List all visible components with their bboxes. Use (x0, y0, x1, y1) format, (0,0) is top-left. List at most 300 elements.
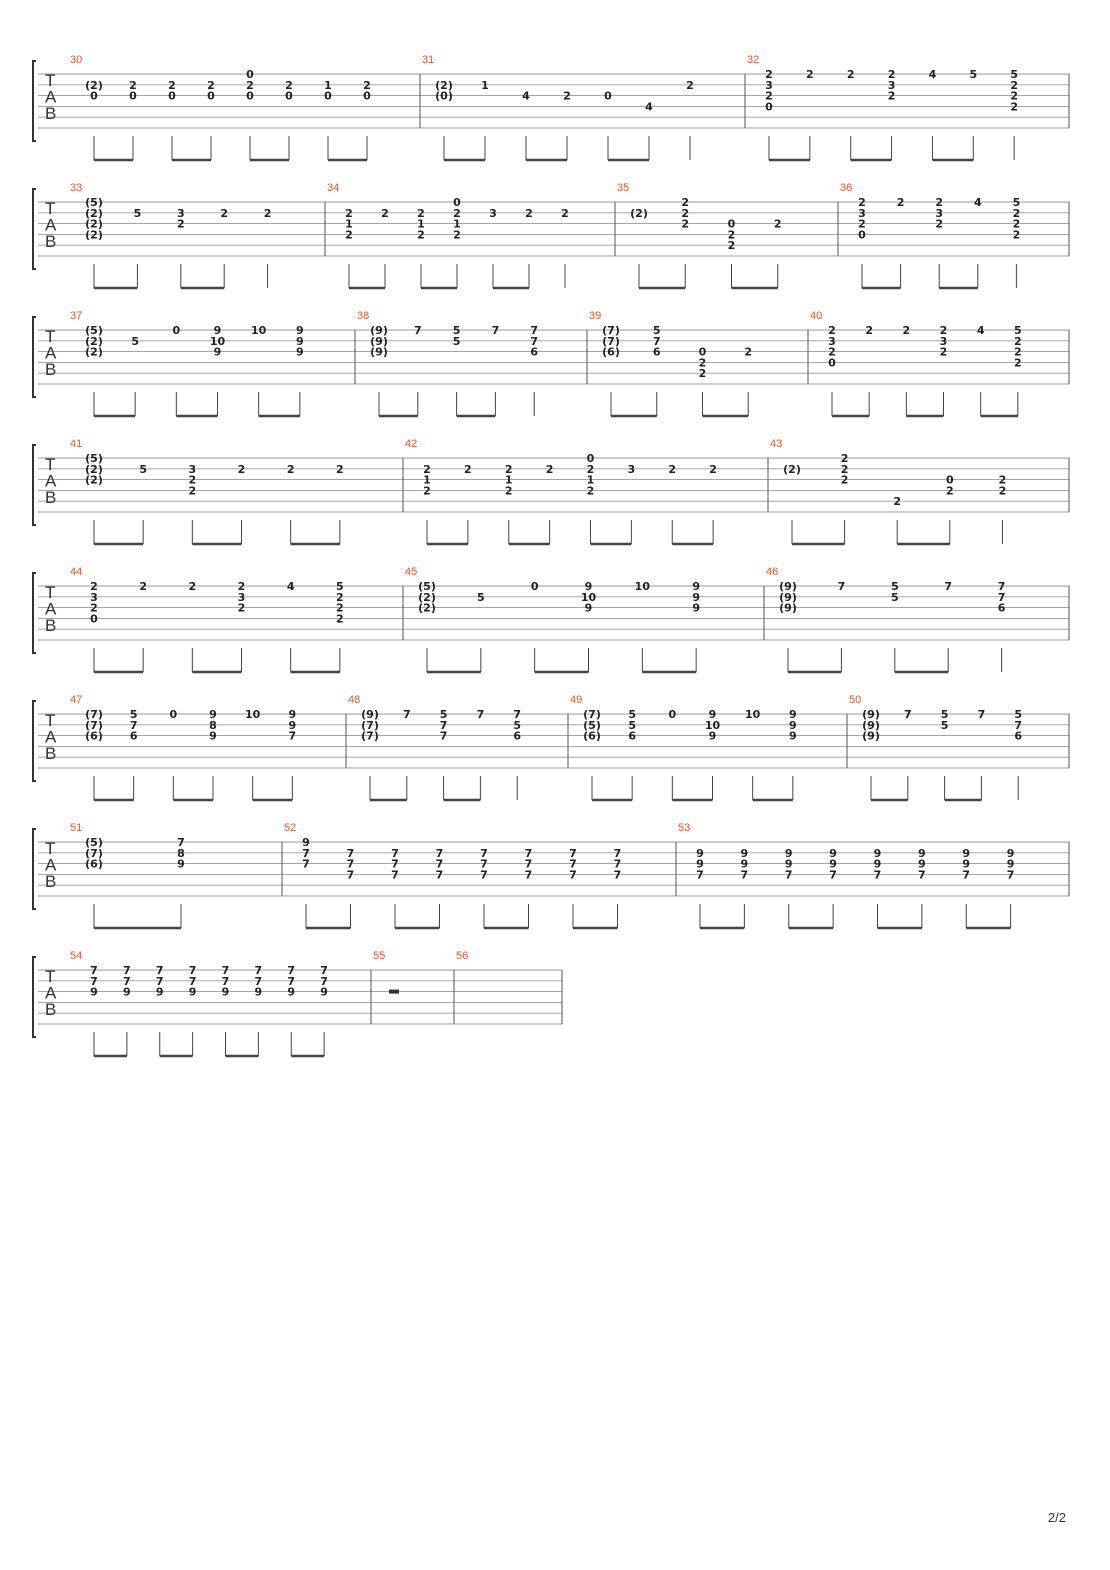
measure-number: 39 (589, 310, 602, 322)
chord (192, 463, 245, 544)
fret-number: 5 (139, 462, 147, 476)
fret-number: (6) (85, 857, 103, 871)
chord (699, 346, 707, 416)
tab-clef-letter: A (45, 215, 57, 235)
chord (421, 196, 461, 288)
fret-number: 5 (477, 590, 485, 604)
fret-number: (9) (779, 601, 797, 615)
fret-number: 0 (169, 708, 178, 721)
fret-number: 9 (829, 857, 837, 871)
fret-number: 7 (513, 708, 522, 721)
fret-number: (9) (862, 718, 880, 732)
fret-number: 5 (1010, 68, 1018, 81)
fret-number: 4 (645, 100, 653, 114)
chord (509, 463, 554, 544)
chord (686, 79, 694, 160)
chord (250, 79, 293, 160)
chord (1013, 196, 1021, 288)
chord (177, 207, 185, 288)
fret-number: 9 (221, 985, 230, 999)
chord (156, 964, 164, 1056)
fret-number: 7 (439, 729, 448, 743)
fret-number: 9 (213, 345, 222, 359)
fret-number: 1 (586, 473, 595, 487)
fret-number: 3 (176, 206, 185, 220)
fret-number: 5 (1012, 196, 1021, 209)
fret-number: 5 (628, 718, 636, 732)
fret-number: 0 (530, 580, 539, 593)
measure-number: 54 (70, 950, 83, 962)
fret-number: (2) (418, 590, 436, 604)
fret-number: 2 (423, 462, 431, 476)
fret-number: 9 (740, 857, 749, 871)
fret-number: 7 (997, 580, 1006, 593)
fret-number: (9) (862, 729, 880, 743)
fret-number: 2 (840, 473, 849, 487)
fret-number: 2 (188, 484, 197, 498)
fret-number: 2 (504, 462, 513, 476)
fret-number: 10 (245, 708, 261, 721)
fret-number: 7 (569, 868, 577, 882)
fret-number: 2 (945, 484, 954, 498)
chord (672, 463, 717, 544)
fret-number: 2 (188, 473, 197, 487)
fret-number: 5 (336, 580, 344, 593)
chord (423, 463, 431, 544)
chord (173, 708, 216, 800)
fret-number: 9 (254, 985, 263, 999)
fret-number: 9 (696, 846, 704, 860)
fret-number: (9) (370, 324, 388, 337)
fret-number: 2 (887, 68, 896, 81)
chord (779, 580, 797, 672)
fret-number: 5 (1014, 708, 1023, 721)
chord (361, 708, 379, 800)
measure-number: 43 (770, 438, 783, 450)
chord (391, 847, 399, 928)
fret-number: 9 (873, 846, 882, 860)
fret-number: 2 (417, 206, 425, 220)
fret-number: 5 (628, 708, 636, 721)
chord (1010, 68, 1018, 160)
tab-clef-letter: T (45, 711, 56, 730)
fret-number: 7 (302, 857, 310, 871)
system-bracket (33, 573, 36, 653)
fret-number: 7 (997, 590, 1006, 604)
chord (181, 207, 228, 288)
fret-number: 9 (789, 729, 797, 743)
fret-number: 2 (285, 78, 293, 92)
chord (932, 68, 977, 160)
tab-clef-letter: B (45, 744, 57, 763)
measure-number: 55 (373, 950, 386, 962)
fret-number: 7 (302, 846, 310, 860)
fret-number: 7 (320, 964, 328, 977)
tab-system (33, 694, 1069, 800)
fret-number: 2 (902, 324, 911, 337)
fret-number: (7) (602, 334, 620, 348)
chord (891, 580, 899, 672)
fret-number: 9 (320, 985, 328, 999)
fret-number: 7 (569, 846, 577, 860)
fret-number: 7 (1006, 868, 1015, 882)
fret-number: 2 (840, 452, 849, 465)
fret-number: 9 (288, 708, 297, 721)
fret-number: 0 (765, 100, 773, 114)
fret-number: 7 (613, 868, 622, 882)
fret-number: (6) (85, 729, 103, 743)
measure-number: 48 (348, 694, 361, 706)
fret-number: 2 (939, 345, 948, 359)
fret-number: 2 (1014, 334, 1022, 348)
fret-number: 2 (681, 217, 690, 231)
fret-number: (5) (85, 196, 103, 209)
fret-number: 9 (188, 985, 197, 999)
fret-number: 0 (285, 89, 293, 103)
fret-number: 2 (363, 78, 371, 92)
fret-number: 9 (287, 985, 296, 999)
fret-number: 7 (391, 857, 399, 871)
chord (173, 324, 181, 416)
fret-number: 7 (123, 964, 131, 977)
fret-number: (0) (435, 89, 453, 103)
chord (878, 847, 926, 928)
fret-number: 0 (168, 89, 176, 103)
fret-number: 9 (789, 708, 797, 721)
fret-number: 0 (858, 228, 866, 242)
fret-number: 7 (491, 324, 500, 337)
fret-number: 1 (417, 217, 425, 231)
system-bracket (33, 445, 36, 525)
fret-number: 5 (969, 68, 978, 81)
measure-number: 49 (570, 694, 583, 706)
fret-number: 2 (423, 484, 431, 498)
fret-number: 0 (453, 196, 461, 209)
measure-number: 41 (70, 438, 83, 450)
fret-number: 2 (698, 367, 707, 381)
fret-number: 4 (973, 196, 982, 209)
system-bracket (33, 61, 36, 141)
measure-number: 32 (747, 54, 760, 66)
chord (851, 68, 896, 160)
chord (324, 79, 332, 160)
fret-number: (2) (85, 345, 103, 359)
fret-number: 5 (890, 590, 899, 604)
fret-number: 7 (480, 846, 488, 860)
fret-number: 9 (288, 718, 297, 732)
fret-number: 7 (962, 868, 971, 882)
fret-number: 5 (513, 718, 522, 732)
fret-number: 7 (439, 718, 448, 732)
fret-number: 7 (977, 708, 986, 721)
fret-number: 1 (345, 217, 353, 231)
chord (966, 847, 1014, 928)
fret-number: (2) (783, 462, 801, 476)
chord (981, 324, 1022, 416)
chord (945, 708, 986, 800)
fret-number: 2 (828, 324, 836, 337)
chord (935, 196, 943, 288)
fret-number: 2 (896, 196, 905, 209)
whole-rest (389, 990, 399, 994)
chord (287, 580, 295, 672)
tab-clef-letter: A (45, 855, 57, 875)
chord (906, 324, 947, 416)
fret-number: 0 (727, 217, 736, 231)
fret-number: (2) (85, 206, 103, 220)
fret-number: 9 (740, 846, 749, 860)
chord (90, 580, 98, 672)
fret-number: (7) (602, 324, 620, 337)
fret-number: 9 (918, 857, 926, 871)
chord (998, 580, 1006, 672)
fret-number: 1 (324, 78, 332, 92)
chord (897, 474, 954, 544)
chord (418, 580, 436, 672)
fret-number: 9 (784, 857, 793, 871)
chord (591, 463, 636, 544)
fret-number: 2 (686, 78, 694, 92)
fret-number: 7 (188, 974, 197, 988)
fret-number: 6 (1014, 729, 1023, 743)
tab-clef-letter: T (45, 967, 56, 986)
chord (903, 324, 911, 416)
chord (291, 964, 328, 1056)
fret-number: 10 (745, 708, 761, 721)
measure-number: 51 (70, 822, 83, 834)
chord (862, 708, 880, 800)
fret-number: 7 (287, 964, 296, 977)
chord (668, 463, 676, 544)
fret-number: 5 (890, 580, 899, 593)
fret-number: 2 (727, 228, 736, 242)
fret-number: 2 (381, 206, 389, 220)
fret-number: (2) (435, 78, 453, 92)
fret-number: 2 (545, 462, 554, 476)
fret-number: 7 (613, 857, 622, 871)
fret-number: 2 (806, 68, 814, 81)
fret-number: 2 (1014, 345, 1022, 359)
chord (226, 964, 263, 1056)
fret-number: 4 (522, 89, 530, 103)
fret-number: 2 (563, 89, 571, 103)
fret-number: (2) (630, 206, 648, 220)
fret-number: 0 (207, 89, 215, 103)
fret-number: (2) (85, 78, 103, 92)
fret-number: 9 (177, 857, 185, 871)
fret-number: 7 (1014, 718, 1023, 732)
measure-number: 46 (766, 566, 779, 578)
chord (893, 495, 901, 544)
fret-number: (9) (361, 708, 379, 721)
fret-number: 9 (209, 729, 217, 743)
fret-number: (9) (779, 590, 797, 604)
chord (703, 346, 753, 416)
chord (370, 324, 388, 416)
fret-number: 2 (668, 462, 677, 476)
chord (444, 708, 485, 800)
fret-number: 7 (613, 846, 622, 860)
chord (176, 324, 225, 416)
fret-number: 2 (220, 206, 229, 220)
chord (535, 580, 597, 672)
fret-number: 3 (828, 334, 836, 348)
fret-number: 7 (155, 974, 164, 988)
fret-number: 7 (837, 580, 846, 593)
fret-number: 2 (765, 89, 773, 103)
fret-number: 2 (139, 580, 147, 593)
fret-number: 3 (237, 590, 246, 604)
fret-number: (5) (85, 324, 103, 337)
fret-number: 3 (489, 206, 497, 220)
chord (630, 207, 648, 288)
chord (962, 847, 970, 928)
chord (287, 463, 295, 544)
fret-number: 9 (692, 580, 700, 593)
chord (192, 580, 245, 672)
chord (672, 708, 720, 800)
fret-number: 2 (773, 217, 782, 231)
system-bracket (33, 317, 36, 397)
fret-number: 9 (296, 334, 304, 348)
chord (602, 324, 620, 416)
fret-number: 2 (935, 196, 944, 209)
fret-number: 7 (391, 868, 399, 882)
fret-number: 9 (155, 985, 164, 999)
fret-number: 9 (209, 708, 217, 721)
chord (862, 196, 904, 288)
fret-number: 7 (123, 974, 131, 988)
fret-number: 9 (692, 601, 700, 615)
chord (489, 207, 497, 288)
tab-system (33, 566, 1069, 672)
chord (259, 324, 304, 416)
tab-clef-letter: B (45, 360, 57, 379)
chord (745, 708, 761, 800)
fret-number: 5 (129, 708, 138, 721)
fret-number: 2 (417, 228, 425, 242)
fret-number: 0 (363, 89, 371, 103)
fret-number: 10 (209, 334, 226, 348)
chord (349, 207, 389, 288)
chord (170, 708, 178, 800)
fret-number: 2 (345, 228, 353, 242)
tab-clef-letter: A (45, 343, 57, 363)
chord (453, 324, 461, 416)
fret-number: 4 (286, 580, 295, 593)
fret-number: 9 (789, 718, 797, 732)
chord (874, 847, 882, 928)
chord (977, 324, 985, 416)
fret-number: 10 (634, 580, 650, 593)
fret-number: (7) (85, 718, 103, 732)
system-bracket (33, 701, 36, 781)
fret-number: (9) (370, 345, 388, 359)
fret-number: (2) (85, 228, 103, 242)
fret-number: 7 (320, 974, 328, 988)
fret-number: (9) (862, 708, 880, 721)
fret-number: 2 (129, 78, 137, 92)
tab-system (33, 950, 562, 1056)
fret-number: 2 (586, 462, 595, 476)
fret-number: 9 (962, 846, 971, 860)
fret-number: 2 (237, 601, 246, 615)
measure-number: 53 (678, 822, 691, 834)
fret-number: 5 (439, 708, 448, 721)
fret-number: 2 (525, 206, 533, 220)
fret-number: 2 (1010, 100, 1018, 114)
chord (999, 474, 1007, 544)
fret-number: 7 (873, 868, 882, 882)
chord (569, 847, 577, 928)
fret-number: 7 (696, 868, 704, 882)
fret-number: 2 (1010, 78, 1018, 92)
fret-number: (2) (418, 601, 436, 615)
fret-number: 2 (286, 462, 295, 476)
tab-system (33, 310, 1069, 416)
chord (395, 847, 443, 928)
fret-number: 2 (998, 484, 1007, 498)
chord (493, 207, 533, 288)
fret-number: 2 (237, 580, 246, 593)
fret-number: 7 (530, 334, 539, 348)
fret-number: 2 (744, 345, 753, 359)
fret-number: 2 (865, 324, 873, 337)
measure-number: 31 (422, 54, 435, 66)
fret-number: 7 (524, 857, 533, 871)
fret-number: 0 (604, 89, 612, 103)
tab-clef-letter: B (45, 872, 57, 891)
fret-number: 2 (263, 206, 272, 220)
fret-number: 9 (692, 590, 700, 604)
fret-number: 0 (90, 612, 98, 626)
fret-number: 2 (1012, 217, 1021, 231)
fret-number: 3 (935, 206, 944, 220)
chord (189, 463, 197, 544)
fret-number: 2 (176, 217, 185, 231)
fret-number: 0 (668, 708, 677, 721)
fret-number: 6 (129, 729, 138, 743)
fret-number: 3 (939, 334, 948, 348)
measure-number: 40 (810, 310, 823, 322)
fret-number: (7) (361, 729, 379, 743)
fret-number: 10 (580, 590, 597, 604)
chord (858, 196, 866, 288)
chord (302, 836, 310, 928)
fret-number: 2 (893, 495, 902, 509)
chord (505, 463, 513, 544)
chord (1014, 708, 1022, 800)
fret-number: 7 (391, 846, 399, 860)
fret-number: 7 (188, 964, 197, 977)
chord (484, 847, 532, 928)
fret-number: 7 (90, 974, 98, 988)
fret-number: 0 (129, 89, 137, 103)
chord (85, 708, 103, 800)
fret-number: 9 (829, 846, 837, 860)
measure-number: 50 (849, 694, 862, 706)
chord (941, 708, 949, 800)
fret-number: 2 (846, 68, 855, 81)
fret-number: 5 (652, 324, 661, 337)
fret-number: 5 (133, 206, 142, 220)
fret-number: 6 (513, 729, 522, 743)
fret-number: 7 (346, 857, 355, 871)
chord (895, 580, 952, 672)
chord (253, 708, 296, 800)
fret-number: 7 (254, 974, 263, 988)
fret-number: 7 (652, 334, 661, 348)
